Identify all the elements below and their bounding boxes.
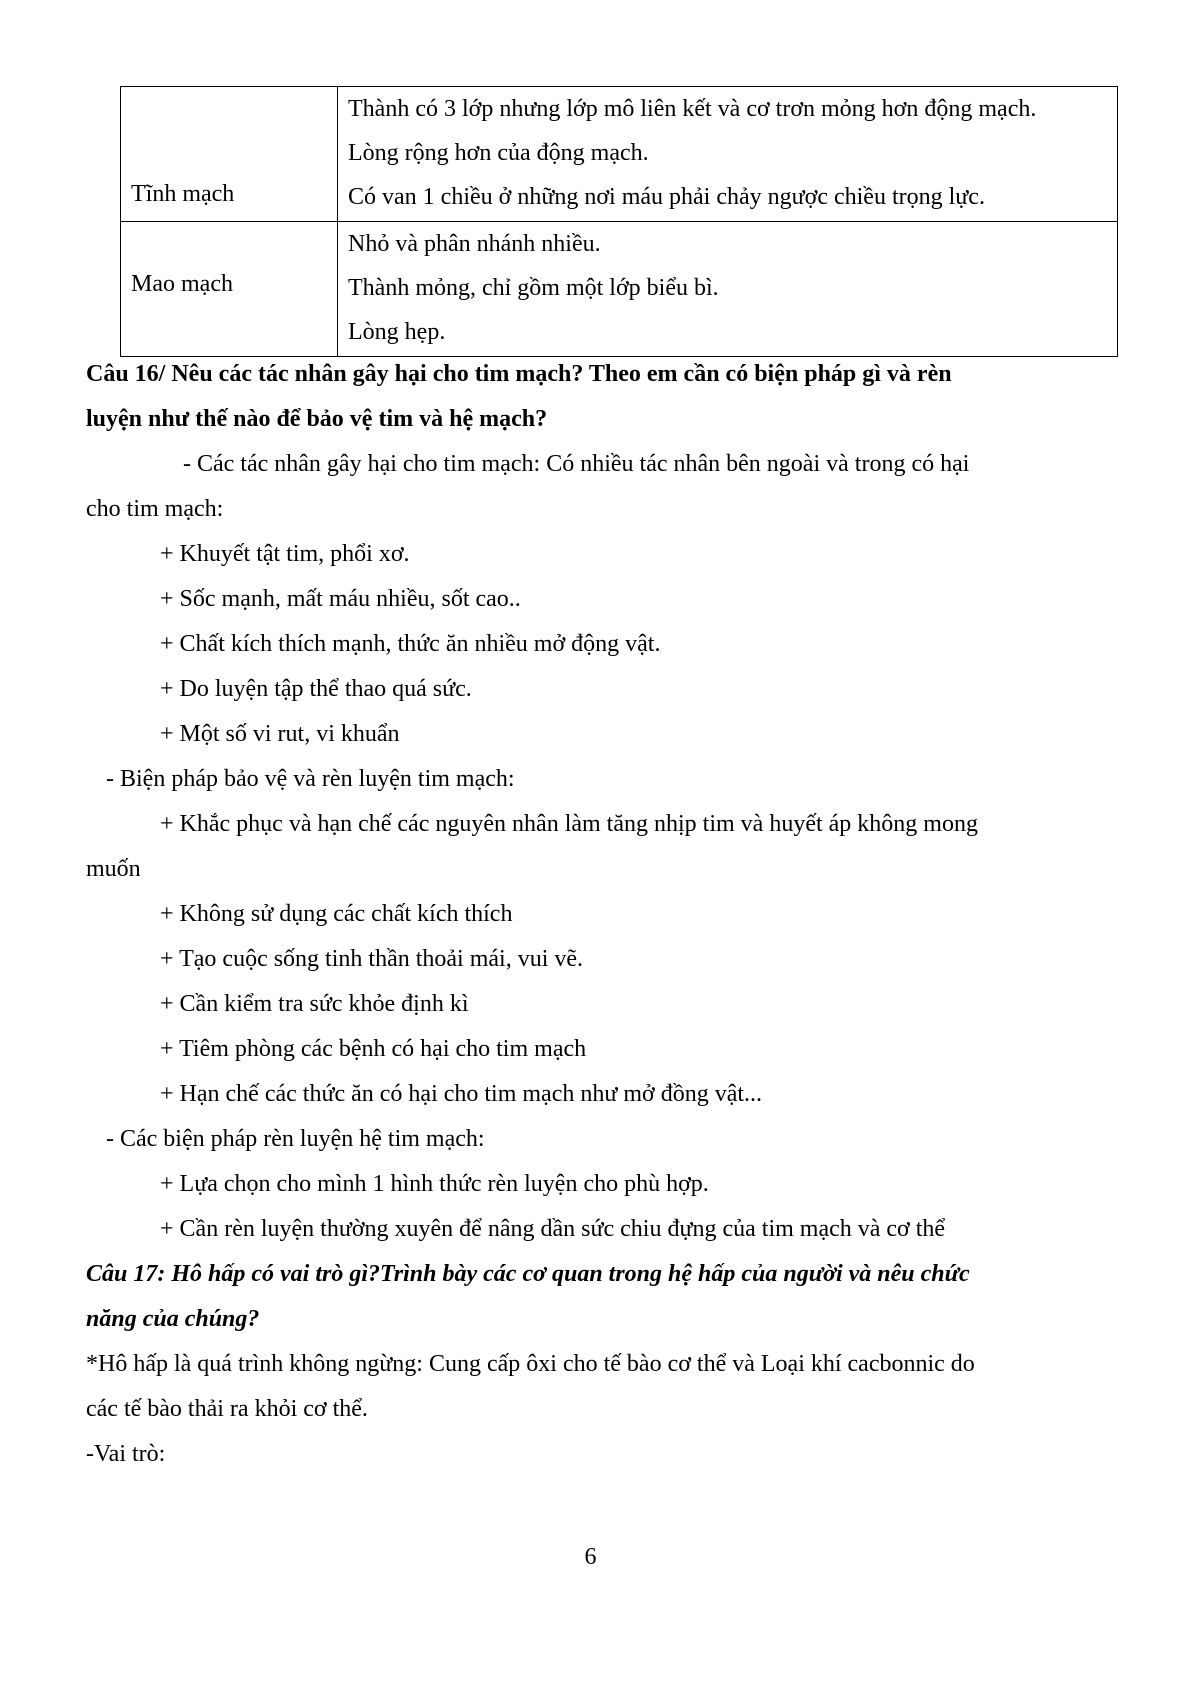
list-item: + Chất kích thích mạnh, thức ăn nhiều mở động vật. [160, 631, 661, 657]
vessel-desc-line: Có van 1 chiều ở những nơi máu phải chảy ngược chiều trọng lực. [348, 184, 985, 210]
vessel-desc-cell [338, 87, 1118, 222]
list-item: + Không sử dụng các chất kích thích [160, 901, 513, 927]
paragraph-line: cho tim mạch: [86, 496, 224, 522]
vessel-table [120, 86, 1118, 357]
list-item: + Một số vi rut, vi khuẩn [160, 721, 400, 747]
table-row [121, 87, 1118, 222]
paragraph-line: - Các tác nhân gây hại cho tim mạch: Có nhiều tác nhân bên ngoài và trong có hại [183, 451, 970, 477]
section-heading: - Các biện pháp rèn luyện hệ tim mạch: [106, 1126, 485, 1152]
vessel-desc-line: Lòng rộng hơn của động mạch. [348, 140, 649, 166]
paragraph-line: *Hô hấp là quá trình không ngừng: Cung cấp ôxi cho tế bào cơ thể và Loại khí cacbonnic do [86, 1351, 975, 1377]
vessel-name-cell [121, 87, 338, 222]
question-16-title: luyện như thế nào để bảo vệ tim và hệ mạch? [86, 406, 548, 432]
vessel-desc-cell [338, 222, 1118, 357]
vessel-desc-line: Thành có 3 lớp nhưng lớp mô liên kết và cơ trơn mỏng hơn động mạch. [348, 96, 1037, 122]
section-heading: - Biện pháp bảo vệ và rèn luyện tim mạch: [106, 766, 515, 792]
paragraph-line: các tế bào thải ra khỏi cơ thể. [86, 1396, 368, 1422]
list-item: + Cần rèn luyện thường xuyên để nâng dần sức chiu đựng của tim mạch và cơ thể [160, 1216, 946, 1242]
list-item: + Tạo cuộc sống tinh thần thoải mái, vui vẽ. [160, 946, 584, 972]
list-item: + Lựa chọn cho mình 1 hình thức rèn luyện cho phù hợp. [160, 1171, 709, 1197]
vessel-desc-line: Thành mỏng, chỉ gồm một lớp biểu bì. [348, 275, 719, 301]
vessel-desc-line: Lòng hẹp. [348, 319, 446, 345]
page-number: 6 [584, 1544, 597, 1570]
paragraph-line: -Vai trò: [86, 1441, 166, 1467]
vessel-name-cell [121, 222, 338, 357]
vessel-name: Tĩnh mạch [131, 181, 235, 207]
vessel-desc-line: Nhỏ và phân nhánh nhiều. [348, 231, 601, 257]
list-item: muốn [86, 856, 141, 882]
question-16-title: Câu 16/ Nêu các tác nhân gây hại cho tim mạch? Theo em cần có biện pháp gì và rèn [86, 361, 952, 387]
vessel-name: Mao mạch [131, 271, 233, 297]
list-item: + Do luyện tập thể thao quá sức. [160, 676, 472, 702]
list-item: + Cần kiểm tra sức khỏe định kì [160, 991, 469, 1017]
question-17-title: Câu 17: Hô hấp có vai trò gì?Trình bày các cơ quan trong hệ hấp của người và nêu chức [86, 1261, 970, 1287]
list-item: + Khắc phục và hạn chế các nguyên nhân làm tăng nhịp tim và huyết áp không mong [160, 811, 978, 837]
list-item: + Sốc mạnh, mất máu nhiều, sốt cao.. [160, 586, 521, 612]
list-item: + Hạn chế các thức ăn có hại cho tim mạch như mở đồng vật... [160, 1081, 763, 1107]
list-item: + Khuyết tật tim, phổi xơ. [160, 541, 410, 567]
list-item: + Tiêm phòng các bệnh có hại cho tim mạch [160, 1036, 587, 1062]
question-17-title: năng của chúng? [86, 1306, 260, 1332]
table-row [121, 222, 1118, 357]
